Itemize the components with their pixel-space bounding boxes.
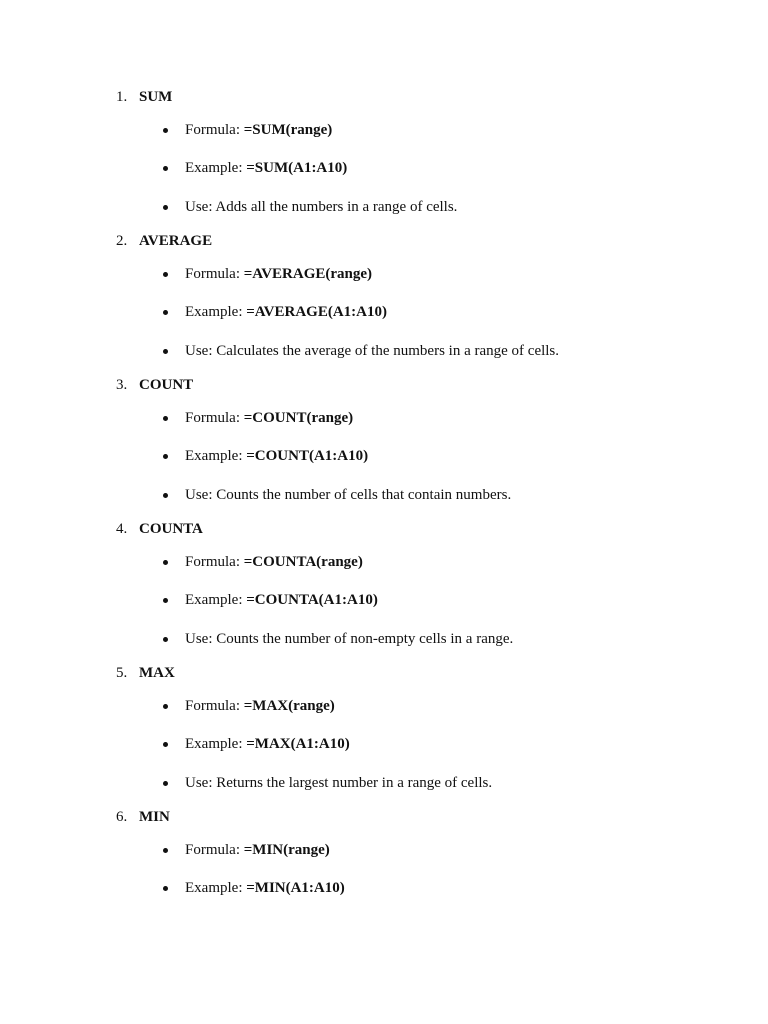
bullet-icon [163, 781, 168, 786]
bullet-icon [163, 493, 168, 498]
bullet-icon [163, 310, 168, 315]
item-label: Example: [185, 304, 247, 320]
section-number: 1. [116, 89, 128, 105]
formula-code: =MAX(A1:A10) [246, 736, 350, 752]
item-label: Formula: [185, 266, 244, 282]
item-label: Example: [185, 160, 247, 176]
item-label: Use: [185, 343, 217, 359]
bullet-icon [163, 205, 168, 210]
item-label: Formula: [185, 842, 244, 858]
bullet-icon [163, 886, 168, 891]
bullet-icon [163, 742, 168, 747]
item-label: Formula: [185, 410, 244, 426]
list-item-text [185, 303, 387, 321]
bullet-icon [163, 272, 168, 277]
item-label: Formula: [185, 122, 244, 138]
bullet-icon [163, 416, 168, 421]
item-label: Example: [185, 448, 247, 464]
list-item-text [185, 486, 511, 504]
section-number: 6. [116, 809, 128, 825]
bullet-icon [163, 560, 168, 565]
item-description: Returns the largest number in a range of cells. [216, 775, 493, 791]
section-title: MIN [139, 809, 170, 825]
bullet-icon [163, 637, 168, 642]
item-label: Use: [185, 775, 217, 791]
formula-code: =AVERAGE(A1:A10) [246, 304, 388, 320]
section-number: 2. [116, 233, 128, 249]
formula-code: =COUNTA(range) [243, 554, 363, 570]
section-title: SUM [139, 89, 173, 105]
formula-code: =MIN(range) [243, 842, 330, 858]
item-label: Formula: [185, 698, 244, 714]
item-label: Use: [185, 199, 216, 215]
list-item-text [185, 774, 492, 792]
section-title: COUNTA [139, 521, 203, 537]
section-number: 3. [116, 377, 128, 393]
formula-code: =COUNT(A1:A10) [246, 448, 369, 464]
item-description: Calculates the average of the numbers in a range of cells. [216, 343, 560, 359]
list-item-text [185, 879, 345, 897]
formula-code: =AVERAGE(range) [243, 266, 373, 282]
list-item-text [185, 159, 347, 177]
item-description: Adds all the numbers in a range of cells. [215, 199, 458, 215]
item-label: Use: [185, 631, 217, 647]
section-number: 5. [116, 665, 128, 681]
bullet-icon [163, 598, 168, 603]
list-item-text [185, 553, 363, 571]
formula-code: =SUM(range) [243, 122, 333, 138]
list-item-text [185, 409, 353, 427]
section-title: COUNT [139, 377, 194, 393]
bullet-icon [163, 704, 168, 709]
bullet-icon [163, 848, 168, 853]
bullet-icon [163, 128, 168, 133]
formula-code: =SUM(A1:A10) [246, 160, 348, 176]
item-label: Example: [185, 880, 247, 896]
item-label: Example: [185, 736, 247, 752]
formula-code: =COUNTA(A1:A10) [246, 592, 378, 608]
list-item-text [185, 841, 330, 859]
item-label: Use: [185, 487, 217, 503]
formula-code: =COUNT(range) [243, 410, 354, 426]
section-title: AVERAGE [139, 233, 213, 249]
bullet-icon [163, 454, 168, 459]
bullet-icon [163, 166, 168, 171]
formula-code: =MAX(range) [243, 698, 335, 714]
list-item-text [185, 591, 378, 609]
section-number: 4. [116, 521, 128, 537]
list-item-text [185, 342, 559, 360]
item-description: Counts the number of cells that contain numbers. [216, 487, 512, 503]
list-item-text [185, 697, 335, 715]
section-title: MAX [139, 665, 175, 681]
list-item-text [185, 735, 350, 753]
item-label: Example: [185, 592, 247, 608]
item-description: Counts the number of non-empty cells in a range. [216, 631, 514, 647]
formula-code: =MIN(A1:A10) [246, 880, 345, 896]
item-label: Formula: [185, 554, 244, 570]
list-item-text [185, 198, 457, 216]
list-item-text [185, 265, 372, 283]
list-item-text [185, 447, 368, 465]
list-item-text [185, 121, 332, 139]
list-item-text [185, 630, 513, 648]
bullet-icon [163, 349, 168, 354]
